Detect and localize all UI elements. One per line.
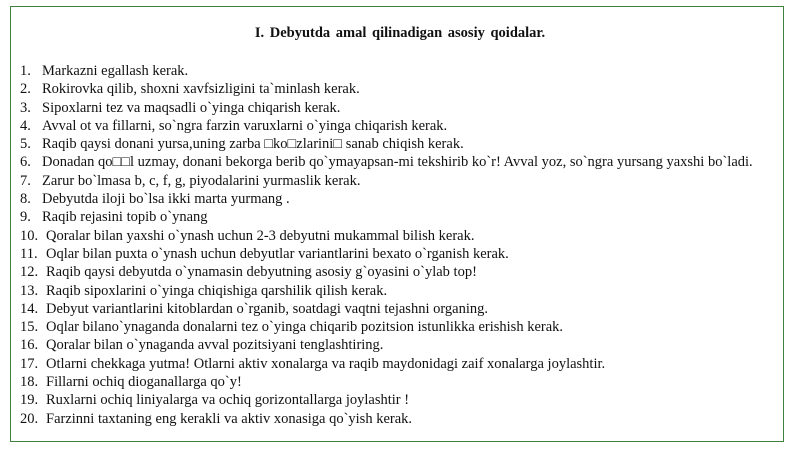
item-number: 11. (20, 245, 38, 262)
slide-title: I. Debyutda amal qilinadigan asosiy qoidalar. (254, 25, 546, 41)
item-number: 7. (20, 172, 31, 189)
item-text: Debyut variantlarini kitoblardan o`rganib, soatdagi vaqtni tejashni organing. (46, 300, 489, 317)
list-item (20, 99, 780, 117)
item-number: 2. (20, 81, 31, 98)
list-item (20, 391, 780, 409)
list-item (20, 318, 780, 336)
item-text: Raqib sipoxlarini o`yinga chiqishiga qarshilik qilish kerak. (46, 282, 388, 299)
list-item (20, 336, 780, 354)
item-number: 15. (20, 319, 39, 336)
item-text: Farzinni taxtaning eng kerakli va aktiv xonasiga qo`yish kerak. (46, 410, 413, 427)
list-item (20, 355, 780, 373)
item-number: 13. (20, 282, 39, 299)
item-text: Oqlar bilano`ynaganda donalarni tez o`yinga chiqarib pozitsion istunlikka erishish kerak. (46, 319, 564, 336)
item-text: Zarur bo`lmasa b, c, f, g, piyodalarini yurmaslik kerak. (42, 172, 361, 189)
item-text: Debyutda iloji bo`lsa ikki marta yurmang . (42, 191, 290, 208)
item-number: 6. (20, 154, 31, 171)
item-number: 8. (20, 191, 31, 208)
list-item (20, 172, 780, 190)
item-number: 12. (20, 264, 39, 281)
list-item (20, 62, 780, 80)
item-text: Avval ot va fillarni, so`ngra farzin varuxlarni o`yinga chiqarish kerak. (42, 117, 448, 134)
item-text: Sipoxlarni tez va maqsadli o`yinga chiqarish kerak. (42, 99, 341, 116)
item-number: 9. (20, 209, 31, 226)
list-item (20, 373, 780, 391)
list-item (20, 190, 780, 208)
list-item (20, 80, 780, 98)
list-item (20, 117, 780, 135)
item-text: Rokirovka qilib, shoxni xavfsizligini ta`minlash kerak. (42, 81, 360, 98)
list-item (20, 282, 780, 300)
item-number: 17. (20, 355, 39, 372)
item-number: 3. (20, 99, 31, 116)
item-text: Ruxlarni ochiq liniyalarga va ochiq gorizontallarga joylashtir ! (46, 392, 410, 409)
item-number: 1. (20, 63, 31, 79)
item-number: 4. (20, 117, 31, 134)
rules-list (20, 62, 780, 428)
item-text: Otlarni chekkaga yutma! Otlarni aktiv xonalarga va raqib maydonidagi zaif xonalarga joylashtir. (46, 355, 606, 372)
list-item (20, 153, 780, 171)
list-item (20, 263, 780, 281)
item-text: Raqib qaysi debyutda o`ynamasin debyutning asosiy g`oyasini o`ylab top! (46, 264, 477, 281)
item-number: 14. (20, 300, 39, 317)
item-text: Fillarni ochiq dioganallarga qo`y! (46, 374, 242, 391)
list-item (20, 410, 780, 428)
item-number: 19. (20, 392, 39, 409)
item-text: Oqlar bilan puxta o`ynash uchun debyutlar variantlarini bexato o`rganish kerak. (46, 245, 509, 262)
list-item (20, 245, 780, 263)
list-item (20, 208, 780, 226)
item-text: Markazni egallash kerak. (42, 63, 189, 79)
item-number: 16. (20, 337, 39, 354)
item-text: Raqib rejasini topib o`ynang (42, 209, 208, 226)
item-number: 18. (20, 374, 39, 391)
list-item (20, 227, 780, 245)
item-text: Qoralar bilan yaxshi o`ynash uchun 2-3 debyutni mukammal bilish kerak. (46, 227, 475, 244)
item-number: 10. (20, 227, 39, 244)
list-item (20, 135, 780, 153)
item-text: Donadan qo□□l uzmay, donani bekorga berib qo`ymayapsan-mi tekshirib ko`r! Avval yoz, so`ngra yursang yaxshi bo`ladi. (42, 154, 753, 171)
item-text: Raqib qaysi donani yursa,uning zarba □ko□zlarini□ sanab chiqish kerak. (42, 136, 464, 153)
item-number: 5. (20, 136, 31, 153)
item-number: 20. (20, 410, 39, 427)
item-text: Qoralar bilan o`ynaganda avval pozitsiyani tenglashtiring. (46, 337, 384, 354)
list-item (20, 300, 780, 318)
